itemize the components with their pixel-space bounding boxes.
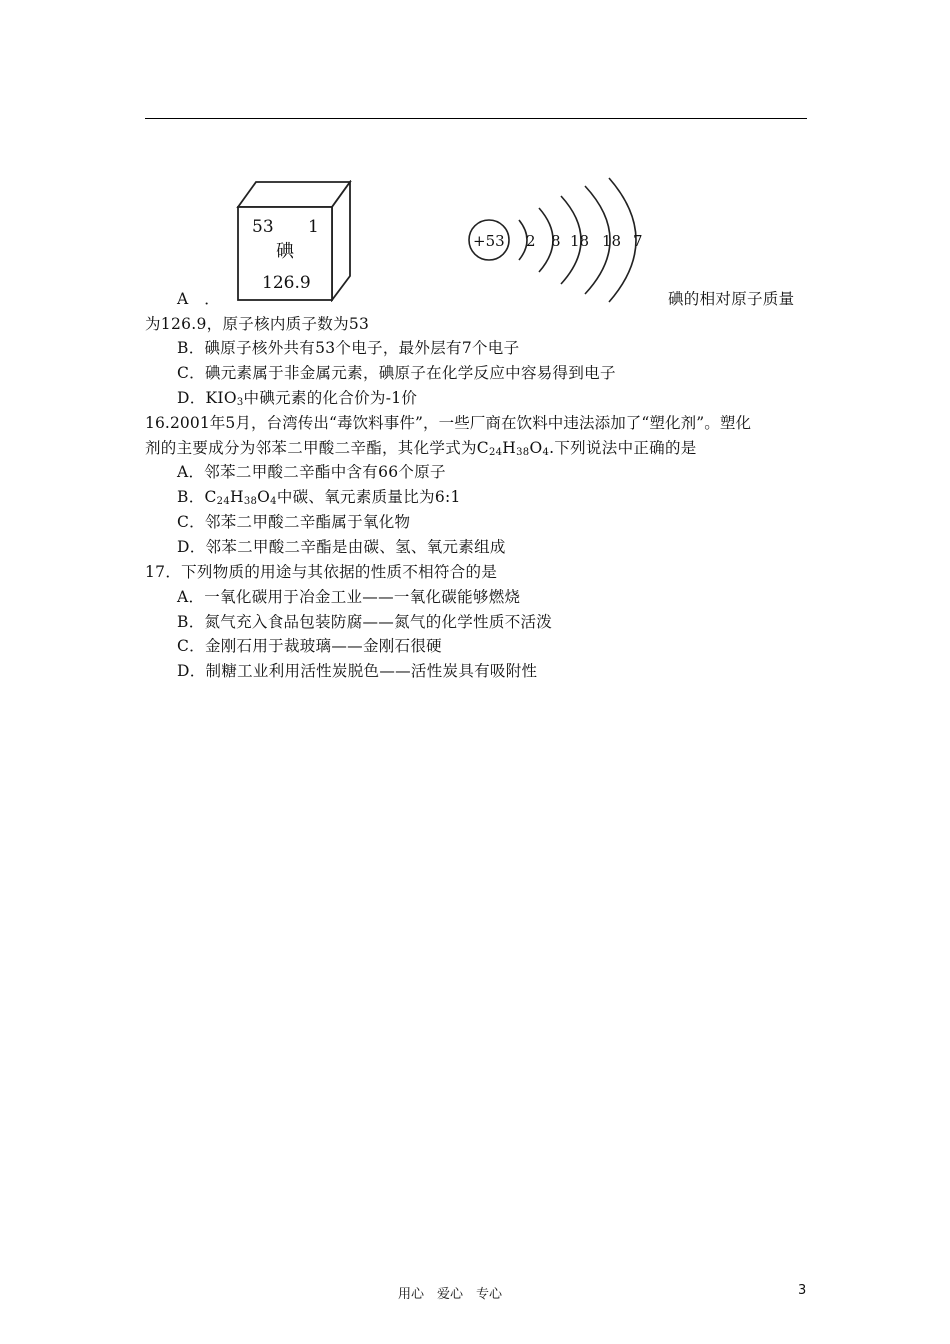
tile-atomic-mass: 126.9 [262, 273, 311, 293]
q17-option-b: B．氮气充入食品包装防腐——氮气的化学性质不活泼 [177, 613, 553, 631]
q16-option-b: B．$C_{24}H_{38}O_4$中碳、氧元素质量比为6:1 [177, 488, 461, 507]
q16-stem-line2: 剂的主要成分为邻苯二甲酸二辛酯，其化学式为$C_{24}H_{38}O_4$.下列说法中正确的是 [145, 439, 697, 458]
q15-option-b: B．碘原子核外共有53个电子，最外层有7个电子 [177, 339, 520, 357]
q16-option-d: D．邻苯二甲酸二辛酯是由碳、氢、氧元素组成 [177, 538, 506, 556]
q16-option-c: C．邻苯二甲酸二辛酯属于氧化物 [177, 513, 411, 531]
iodine-element-tile [236, 180, 354, 302]
q17-stem: 17．下列物质的用途与其依据的性质不相符合的是 [145, 563, 498, 581]
q15-option-a-text-cont: 为126.9，原子核内质子数为53 [145, 315, 370, 333]
q16-option-a: A．邻苯二甲酸二辛酯中含有66个原子 [177, 463, 446, 481]
shell-count-2: 8 [551, 232, 561, 250]
shell-count-3: 18 [570, 232, 590, 250]
q16-stem-line1: 16.2001年5月，台湾传出“毒饮料事件”，一些厂商在饮料中违法添加了“塑化剂”。塑化 [145, 414, 752, 432]
tile-name: 碘 [276, 241, 294, 262]
nucleus-charge: +53 [473, 232, 505, 250]
q17-option-a: A．一氧化碳用于冶金工业——一氧化碳能够燃烧 [177, 588, 521, 606]
footer-slogan: 用心 爱心 专心 [398, 1287, 503, 1302]
q17-option-d: D．制糖工业利用活性炭脱色——活性炭具有吸附性 [177, 662, 538, 680]
header-rule [145, 118, 807, 119]
q15-option-a-text: 碘的相对原子质量 [668, 290, 795, 308]
q15-option-c: C．碘元素属于非金属元素，碘原子在化学反应中容易得到电子 [177, 364, 616, 382]
tile-valence: 1 [308, 217, 319, 237]
shell-count-5: 7 [633, 232, 643, 250]
shell-count-1: 2 [526, 232, 536, 250]
shell-count-4: 18 [602, 232, 622, 250]
q15-option-a-marker: A ． [177, 290, 221, 308]
iodine-atom-structure-diagram [463, 174, 663, 304]
tile-atomic-number: 53 [252, 217, 274, 237]
q17-option-c: C．金刚石用于裁玻璃——金刚石很硬 [177, 637, 442, 655]
q15-option-d: D．$KIO_3$中碘元素的化合价为-1价 [177, 389, 418, 408]
page-number: 3 [798, 1283, 807, 1298]
